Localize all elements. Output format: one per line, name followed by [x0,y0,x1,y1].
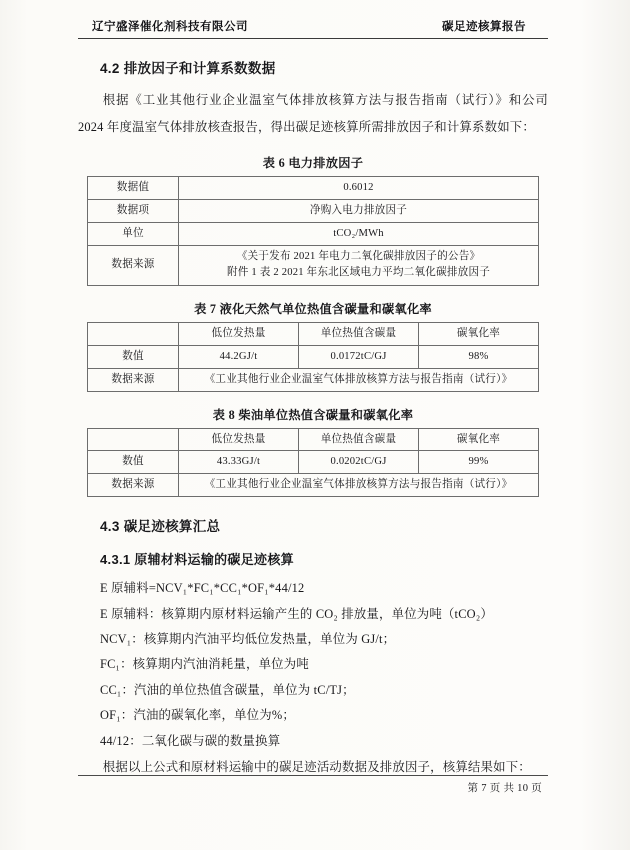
table7-source-label: 数据来源 [88,368,179,391]
table-electricity-emission-factor [87,176,539,285]
table7-value-label: 数值 [88,345,179,368]
page-footer [78,775,548,795]
formula-main: E 原辅料=NCV₁*FC₁*CC₁*OF₁*44/12 [100,581,305,596]
table-row [88,474,539,497]
table6-row0-value: 0.6012 [179,177,539,200]
table6-row3-label: 数据来源 [88,246,179,286]
table-row [88,200,539,223]
table-lng-carbon-content [87,322,539,392]
table7-value-0: 44.2GJ/t [179,345,299,368]
table-header-row [88,322,539,345]
formula-definition-4: OF₁：汽油的碳氧化率，单位为%； [100,708,295,723]
footer-divider [78,775,548,776]
table6-row1-value: 净购入电力排放因子 [179,200,539,223]
formula-definition-3: CC₁：汽油的单位热值含碳量，单位为 tC/TJ； [100,682,355,697]
table8-header-0 [88,428,179,451]
table7-header-1: 低位发热量 [179,322,299,345]
header-company-name: 辽宁盛泽催化剂科技有限公司 [92,21,248,33]
table6-row3-value [179,246,539,286]
table6-row2-value: tCO₂/MWh [179,223,539,246]
table8-value-1: 0.0202tC/GJ [299,451,419,474]
table8-value-2: 99% [419,451,539,474]
table6-row2-label: 单位 [88,223,179,246]
table-header-row [88,428,539,451]
table-diesel-carbon-content [87,428,539,498]
table-row [88,368,539,391]
page-content [78,18,548,781]
formula-definition-0: E 原辅料：核算期内原材料运输产生的 CO₂ 排放量，单位为吨（tCO₂） [100,606,493,621]
table7-value-1: 0.0172tC/GJ [299,345,419,368]
table7-source-value: 《工业其他行业企业温室气体排放核算方法与报告指南（试行）》 [179,368,539,391]
section-title-4-3: 4.3 碳足迹核算汇总 [100,519,221,535]
document-header [78,18,548,39]
table8-source-label: 数据来源 [88,474,179,497]
footer-page-number: 第 7 页 共 10 页 [467,783,542,794]
table7-header-3: 碳氧化率 [419,322,539,345]
formula-definition-1: NCV₁：核算期内汽油平均低位发热量，单位为 GJ/t； [100,632,396,647]
table7-header-0 [88,322,179,345]
table-row [88,223,539,246]
header-document-title: 碳足迹核算报告 [442,21,526,33]
table6-source-line2: 附件 1 表 2 2021 年东北区域电力平均二氧化碳排放因子 [226,267,491,279]
table8-source-value: 《工业其他行业企业温室气体排放核算方法与报告指南（试行）》 [179,474,539,497]
table8-header-1: 低位发热量 [179,428,299,451]
formula-definition-2: FC₁：核算期内汽油消耗量，单位为吨 [100,657,309,672]
table-row [88,177,539,200]
table6-row1-label: 数据项 [88,200,179,223]
table6-row0-label: 数据值 [88,177,179,200]
table8-header-3: 碳氧化率 [419,428,539,451]
table-row [88,345,539,368]
table8-value-label: 数值 [88,451,179,474]
table6-caption: 表 6 电力排放因子 [262,156,364,171]
section-title-4-2: 4.2 排放因子和计算系数数据 [100,61,276,76]
table-row [88,246,539,286]
section-4-3-1-closing-paragraph: 根据以上公式和原材料运输中的碳足迹活动数据及排放因子，核算结果如下： [102,760,531,775]
table8-value-0: 43.33GJ/t [179,451,299,474]
table7-header-2: 单位热值含碳量 [299,322,419,345]
formula-definition-5: 44/12：二氧化碳与碳的数量换算 [100,733,281,748]
table6-source-line1: 《关于发布 2021 年电力二氧化碳排放因子的公告》 [236,251,481,263]
table8-header-2: 单位热值含碳量 [299,428,419,451]
section-4-2-paragraph: 根据《工业其他行业企业温室气体排放核算方法与报告指南（试行）》和公司 2024 年度温室气体排放核查报告，得出碳足迹核算所需排放因子和计算系数如下： [78,93,548,134]
section-title-4-3-1: 4.3.1 原辅材料运输的碳足迹核算 [100,552,294,568]
table8-caption: 表 8 柴油单位热值含碳量和碳氧化率 [212,407,414,422]
table7-caption: 表 7 液化天然气单位热值含碳量和碳氧化率 [194,301,432,316]
table-row [88,451,539,474]
table7-value-2: 98% [419,345,539,368]
